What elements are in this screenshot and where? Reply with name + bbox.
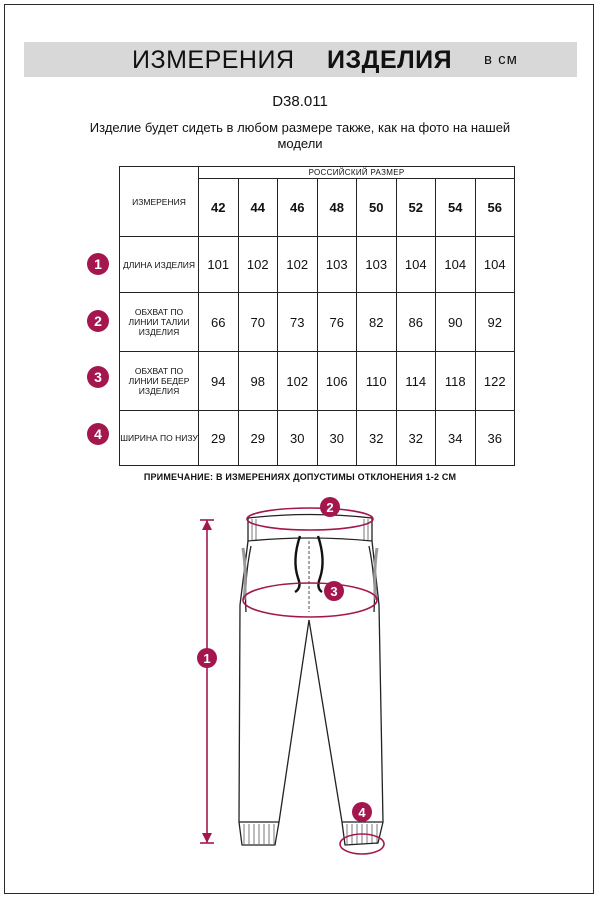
marker-hips-label: 3 — [330, 584, 338, 599]
row-number-badge: 1 — [87, 253, 109, 275]
marker-hem — [352, 802, 372, 822]
row-label-waist: ОБХВАТ ПО ЛИНИИ ТАЛИИ ИЗДЕЛИЯ — [120, 293, 199, 352]
table-cell: 30 — [278, 411, 318, 466]
marker-hips — [324, 581, 344, 601]
table-cell: 106 — [317, 352, 357, 411]
table-cell: 73 — [278, 293, 318, 352]
table-cell: 104 — [475, 237, 515, 293]
row-number-badge: 3 — [87, 366, 109, 388]
title-part-measurements: ИЗМЕРЕНИЯ — [132, 46, 295, 74]
table-cell: 76 — [317, 293, 357, 352]
title-part-item: ИЗДЕЛИЯ — [327, 46, 453, 74]
table-cell: 102 — [238, 237, 278, 293]
table-cell: 110 — [357, 352, 397, 411]
table-cell: 118 — [436, 352, 476, 411]
table-cell: 92 — [475, 293, 515, 352]
marker-waist-label: 2 — [326, 500, 334, 515]
table-cell: 30 — [317, 411, 357, 466]
marker-hem-label: 4 — [358, 805, 366, 820]
table-cell: 104 — [396, 237, 436, 293]
size-header: 48 — [317, 179, 357, 237]
table-cell: 82 — [357, 293, 397, 352]
table-cell: 86 — [396, 293, 436, 352]
size-header: 56 — [475, 179, 515, 237]
size-header: 52 — [396, 179, 436, 237]
size-header: 50 — [357, 179, 397, 237]
size-group-header: РОССИЙСКИЙ РАЗМЕР — [199, 167, 515, 179]
table-cell: 32 — [396, 411, 436, 466]
table-cell: 70 — [238, 293, 278, 352]
title-unit: в см — [484, 51, 518, 68]
table-cell: 114 — [396, 352, 436, 411]
table-cell: 103 — [317, 237, 357, 293]
row-label-hem-width: ШИРИНА ПО НИЗУ — [120, 411, 199, 466]
table-cell: 104 — [436, 237, 476, 293]
size-header: 42 — [199, 179, 239, 237]
fit-note: Изделие будет сидеть в любом размере также, как на фото на нашей модели — [89, 120, 511, 151]
table-cell: 66 — [199, 293, 239, 352]
trousers-outline — [239, 515, 383, 846]
table-cell: 29 — [238, 411, 278, 466]
table-cell: 122 — [475, 352, 515, 411]
table-cell: 102 — [278, 352, 318, 411]
table-cell: 34 — [436, 411, 476, 466]
tolerance-note: ПРИМЕЧАНИЕ: В ИЗМЕРЕНИЯХ ДОПУСТИМЫ ОТКЛОНЕНИЯ 1-2 СМ — [143, 472, 457, 482]
size-header: 54 — [436, 179, 476, 237]
row-number-badge: 4 — [87, 423, 109, 445]
table-cell: 102 — [278, 237, 318, 293]
table-cell: 94 — [199, 352, 239, 411]
table-cell: 90 — [436, 293, 476, 352]
table-cell: 32 — [357, 411, 397, 466]
table-cell: 101 — [199, 237, 239, 293]
product-code: D38.011 — [272, 93, 328, 110]
size-header: 46 — [278, 179, 318, 237]
table-cell: 98 — [238, 352, 278, 411]
row-label-hips: ОБХВАТ ПО ЛИНИИ БЕДЕР ИЗДЕЛИЯ — [120, 352, 199, 411]
measurement-lines — [200, 508, 384, 854]
marker-length-label: 1 — [203, 651, 211, 666]
table-cell: 29 — [199, 411, 239, 466]
marker-waist — [320, 497, 340, 517]
table-cell: 36 — [475, 411, 515, 466]
size-header: 44 — [238, 179, 278, 237]
row-label-length: ДЛИНА ИЗДЕЛИЯ — [120, 237, 199, 293]
measure-header: ИЗМЕРЕНИЯ — [120, 167, 199, 237]
row-number-badge: 2 — [87, 310, 109, 332]
table-cell: 103 — [357, 237, 397, 293]
marker-length — [197, 648, 217, 668]
